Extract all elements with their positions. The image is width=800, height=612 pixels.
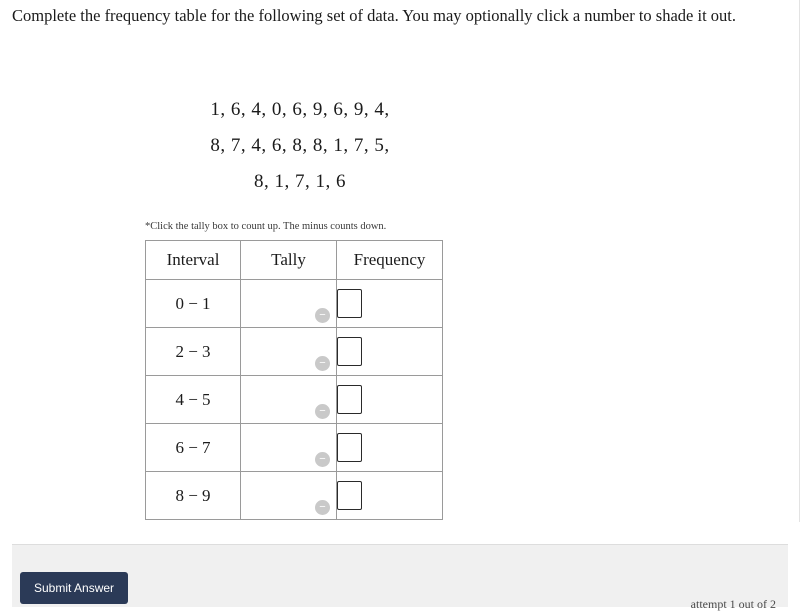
table-row xyxy=(146,280,443,328)
table-row xyxy=(146,376,443,424)
column-header-interval: Interval xyxy=(146,241,241,280)
tally-box[interactable] xyxy=(241,424,337,472)
tally-box[interactable] xyxy=(241,328,337,376)
table-row xyxy=(146,328,443,376)
frequency-input[interactable] xyxy=(337,385,362,414)
column-header-tally: Tally xyxy=(241,241,337,280)
frequency-table xyxy=(145,240,443,520)
frequency-cell xyxy=(337,328,443,376)
footer-bar xyxy=(12,544,788,607)
frequency-input[interactable] xyxy=(337,289,362,318)
interval-label: 4 − 5 xyxy=(146,376,241,424)
table-row xyxy=(146,472,443,520)
frequency-input[interactable] xyxy=(337,481,362,510)
interval-label: 0 − 1 xyxy=(146,280,241,328)
frequency-input[interactable] xyxy=(337,337,362,366)
column-header-frequency: Frequency xyxy=(337,241,443,280)
data-set-line: 8, 7, 4, 6, 8, 8, 1, 7, 5, xyxy=(210,135,390,156)
table-row xyxy=(146,424,443,472)
data-set-line: 8, 1, 7, 1, 6 xyxy=(254,171,346,192)
submit-answer-button[interactable]: Submit Answer xyxy=(20,572,128,604)
attempt-counter: attempt 1 out of 2 xyxy=(690,597,776,611)
frequency-cell xyxy=(337,472,443,520)
tally-minus-button[interactable]: − xyxy=(315,404,330,419)
data-set-line: 1, 6, 4, 0, 6, 9, 6, 9, 4, xyxy=(210,99,390,120)
data-set xyxy=(150,92,450,200)
tally-minus-button[interactable]: − xyxy=(315,500,330,515)
tally-instruction-note: *Click the tally box to count up. The minus counts down. xyxy=(145,221,387,232)
frequency-cell xyxy=(337,376,443,424)
frequency-cell xyxy=(337,424,443,472)
page-title: Complete the frequency table for the following set of data. You may optionally click a number to shade it out. xyxy=(12,6,736,25)
tally-box[interactable] xyxy=(241,472,337,520)
tally-minus-button[interactable]: − xyxy=(315,308,330,323)
interval-label: 6 − 7 xyxy=(146,424,241,472)
tally-box[interactable] xyxy=(241,280,337,328)
interval-label: 2 − 3 xyxy=(146,328,241,376)
frequency-input[interactable] xyxy=(337,433,362,462)
frequency-cell xyxy=(337,280,443,328)
tally-minus-button[interactable]: − xyxy=(315,356,330,371)
tally-minus-button[interactable]: − xyxy=(315,452,330,467)
tally-box[interactable] xyxy=(241,376,337,424)
table-header-row xyxy=(146,241,443,280)
interval-label: 8 − 9 xyxy=(146,472,241,520)
